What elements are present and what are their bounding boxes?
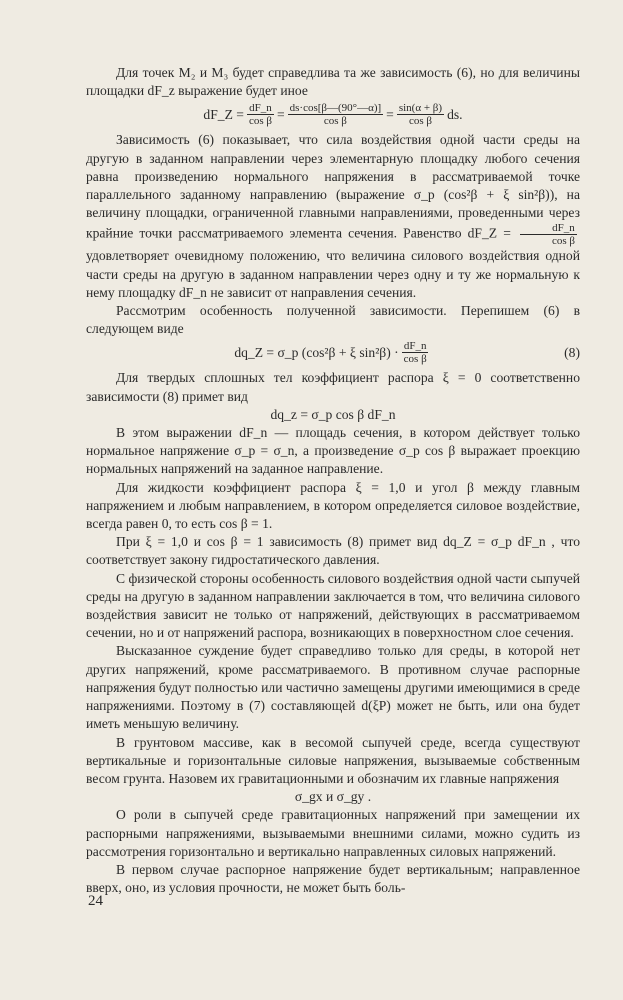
- paragraph: С физической стороны особенность силового воздействия одной части сыпучей среды на другую в заданном направлении заключается в том, что величина силового воздействия зависит не только от напряжений, действующих в рассматриваемом сечении, но и от напряжений распора, возникающих в поверхностном слое сечения.: [86, 570, 581, 641]
- equation-number: (8): [564, 344, 580, 360]
- paragraph: В первом случае распорное напряжение будет вертикальным; направленное вверх, оно, из условия прочности, не может быть боль-: [86, 861, 580, 896]
- equation-dfz: dF_Z = $\frac{dF\_n}{\text{cos β}}$ = $\frac{ds\cdot\cos[\beta—(90^\circ—\alpha)]}{\text{cos β}}$ = $\frac{\sin(\alpha + \beta)}{\text{cos β}}$ ds.: [203, 102, 463, 128]
- fraction: $\frac{ds\cdot\cos[\beta—(90^\circ—\alpha)]}{\text{cos β}}$: [289, 102, 382, 128]
- fraction: $\frac{dF\_n}{\text{cos β}}$: [520, 222, 577, 247]
- paragraph: В грунтовом массиве, как в весомой сыпучей среде, всегда существуют вертикальные и горизонтальные силовые напряжения, вызываемые собственным весом грунта. Назовем их гравитационными и обозначим их главные напряжения: [86, 734, 580, 786]
- equation-gravitational: σ_gx и σ_gy .: [294, 789, 372, 805]
- paragraph: О роли в сыпучей среде гравитационных напряжений при замещении их распорными напряжениями, вызываемыми внешними силами, можно судить из рассмотрения горизонтально и вертикально направленных силовых напряжений.: [86, 807, 580, 859]
- paragraph: В этом выражении dF_n — площадь сечения, в котором действует только нормальное напряжение σ_p = σ_n, а произведение σ_p cos β выражает проекцию нормальных напряжений на заданное направление.: [86, 425, 580, 477]
- eq-lhs: dF_Z =: [203, 106, 244, 122]
- paragraph: При ξ = 1,0 и cos β = 1 зависимость (8) примет вид dq_Z = σ_p dF_n , что соответствует закону гидростатического давления.: [86, 534, 580, 568]
- paragraph: Рассмотрим особенность полученной зависимости. Перепишем (6) в следующем виде: [86, 303, 580, 337]
- equation-8: dq_Z = σ_p (cos²β + ξ sin²β) · $\frac{dF\_n}{\text{cos β}}$ (8): [234, 340, 580, 366]
- paragraph: Для точек M₂ и M₃ будет справедлива та же зависимость (6), но для величины площадки dF_z выражение будет иное: [86, 65, 580, 99]
- fraction: $\frac{dF\_n}{\text{cos β}}$: [403, 340, 427, 366]
- paragraph: Для жидкости коэффициент распора ξ = 1,0 и угол β между главным напряжением и любым направлением, в котором определяется силовое воздействие, всегда равен 0, то есть cos β = 1.: [86, 479, 580, 532]
- page-body: [86, 64, 580, 897]
- page-number: 24: [88, 893, 103, 909]
- fraction: $\frac{dF\_n}{\text{cos β}}$: [248, 102, 272, 128]
- equation-solid: dq_z = σ_p cos β dF_n: [270, 406, 396, 422]
- paragraph: Высказанное суждение будет справедливо только для среды, в которой нет других напряжений, кроме рассматриваемого. В противном случае распорные напряжения будут полностью или частично замещены другими имеющимися в среде напряжениями. Поэтому в (7) составляющей d(ξP) может не быть, или она будет иметь меньшую величину.: [86, 643, 580, 732]
- paragraph: Для твердых сплошных тел коэффициент распора ξ = 0 соответственно зависимости (8) примет вид: [86, 370, 580, 404]
- paragraph: Зависимость (6) показывает, что сила воздействия одной части среды на другую в заданном направлении через элементарную площадку любого сечения равна произведению нормального напряжения в рассматриваемой точке параллельного заданному направлению (выражение σ_p (cos²β + ξ sin²β)), на величину площадки, ограниченной главными направлениями, проведенными через крайние точки рассматриваемого элемента сечения. Равенство dF_Z = $\frac{dF\_n}{\text{cos β}}$ удовлетворяет очевидному положению, что величина силового воздействия одной части среды на другую в заданном направлении через одну и ту же нормальную к нему площадку dF_n не зависит от направления сечения.: [86, 132, 580, 300]
- fraction: $\frac{\sin(\alpha + \beta)}{\text{cos β}}$: [398, 102, 443, 128]
